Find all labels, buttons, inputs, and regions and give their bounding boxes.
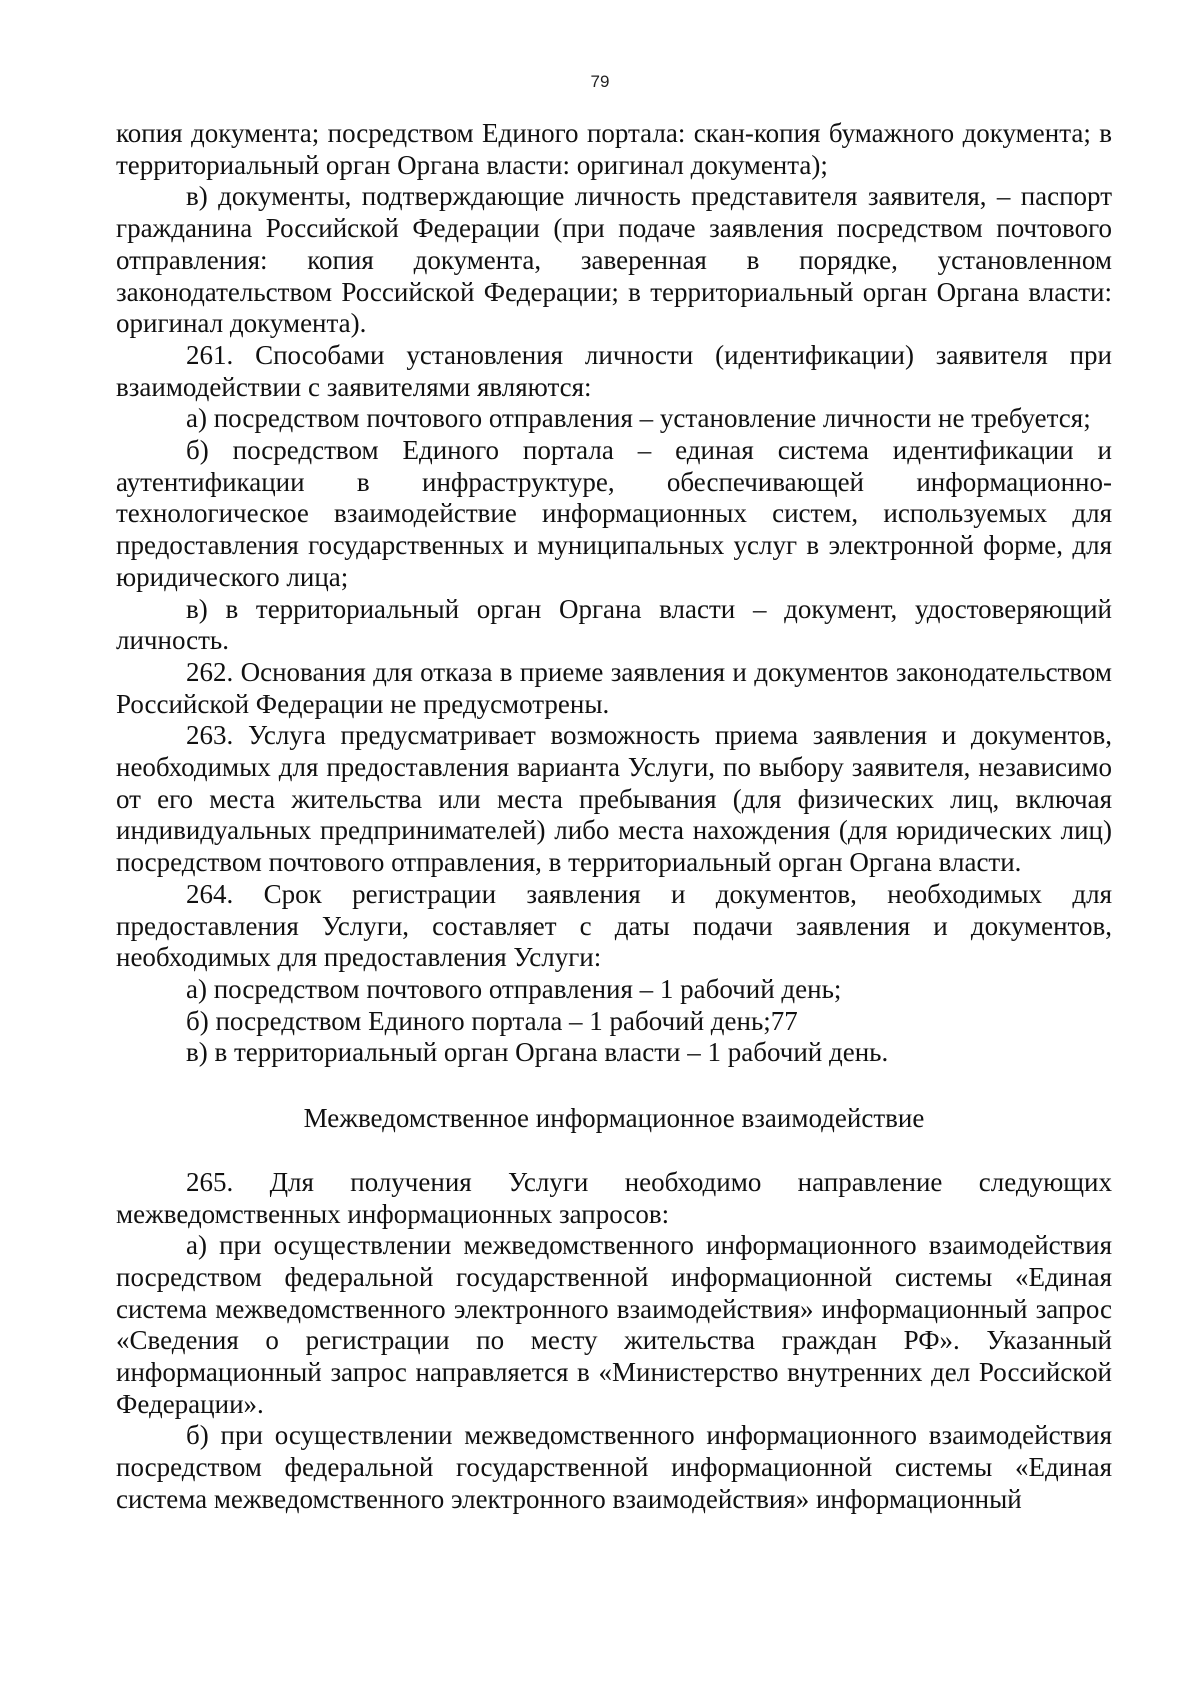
- paragraph-261-a: а) посредством почтового отправления – установление личности не требуется;: [186, 403, 1091, 434]
- document-body: [116, 118, 1112, 1516]
- paragraph-265: 265. Для получения Услуги необходимо направление следующих межведомственных информационных запросов:: [116, 1166, 1112, 1229]
- paragraph-265-b: б) при осуществлении межведомственного информационного взаимодействия посредством федеральной государственной информационной системы «Единая система межведомственного электронного взаимодействия» информационный: [116, 1420, 1112, 1514]
- paragraph-262: 262. Основания для отказа в приеме заявления и документов законодательством Российской Федерации не предусмотрены.: [116, 656, 1112, 719]
- paragraph-item-v-documents: в) документы, подтверждающие личность представителя заявителя, – паспорт гражданина Российской Федерации (при подаче заявления посредством почтового отправления: копия документа, заверенная в порядке, установленном законодательством Российской Федерации; в территориальный орган Органа власти: оригинал документа).: [116, 181, 1112, 339]
- paragraph-continuation: копия документа; посредством Единого портала: скан-копия бумажного документа; в территориальный орган Органа власти: оригинал документа);: [116, 118, 1112, 180]
- section-heading: Межведомственное информационное взаимодействие: [303, 1103, 925, 1134]
- paragraph-261: 261. Способами установления личности (идентификации) заявителя при взаимодействии с заявителями являются:: [116, 339, 1112, 402]
- paragraph-264-v: в) в территориальный орган Органа власти – 1 рабочий день.: [186, 1037, 889, 1068]
- paragraph-264-a: а) посредством почтового отправления – 1 рабочий день;: [186, 973, 842, 1004]
- paragraph-263: 263. Услуга предусматривает возможность приема заявления и документов, необходимых для предоставления варианта Услуги, по выбору заявителя, независимо от его места жительства или места пребывания (для физических лиц, включая индивидуальных предпринимателей) либо места нахождения (для юридических лиц) посредством почтового отправления, в территориальный орган Органа власти.: [116, 720, 1112, 878]
- paragraph-261-b: б) посредством Единого портала – единая система идентификации и аутентификации в инфраструктуре, обеспечивающей информационно-технологическое взаимодействие информационных систем, используемых для предоставления государственных и муниципальных услуг в электронной форме, для юридического лица;: [116, 435, 1112, 592]
- page-number: 79: [590, 72, 610, 91]
- paragraph-264: 264. Срок регистрации заявления и документов, необходимых для предоставления Услуги, составляет с даты подачи заявления и документов, необходимых для предоставления Услуги:: [116, 878, 1112, 973]
- paragraph-261-v: в) в территориальный орган Органа власти – документ, удостоверяющий личность.: [116, 593, 1112, 656]
- paragraph-264-b: б) посредством Единого портала – 1 рабочий день;77: [186, 1005, 798, 1036]
- paragraph-265-a: а) при осуществлении межведомственного информационного взаимодействия посредством федеральной государственной информационной системы «Единая система межведомственного электронного взаимодействия» информационный запрос «Сведения о регистрации по месту жительства граждан РФ». Указанный информационный запрос направляется в «Министерство внутренних дел Российской Федерации».: [116, 1230, 1112, 1419]
